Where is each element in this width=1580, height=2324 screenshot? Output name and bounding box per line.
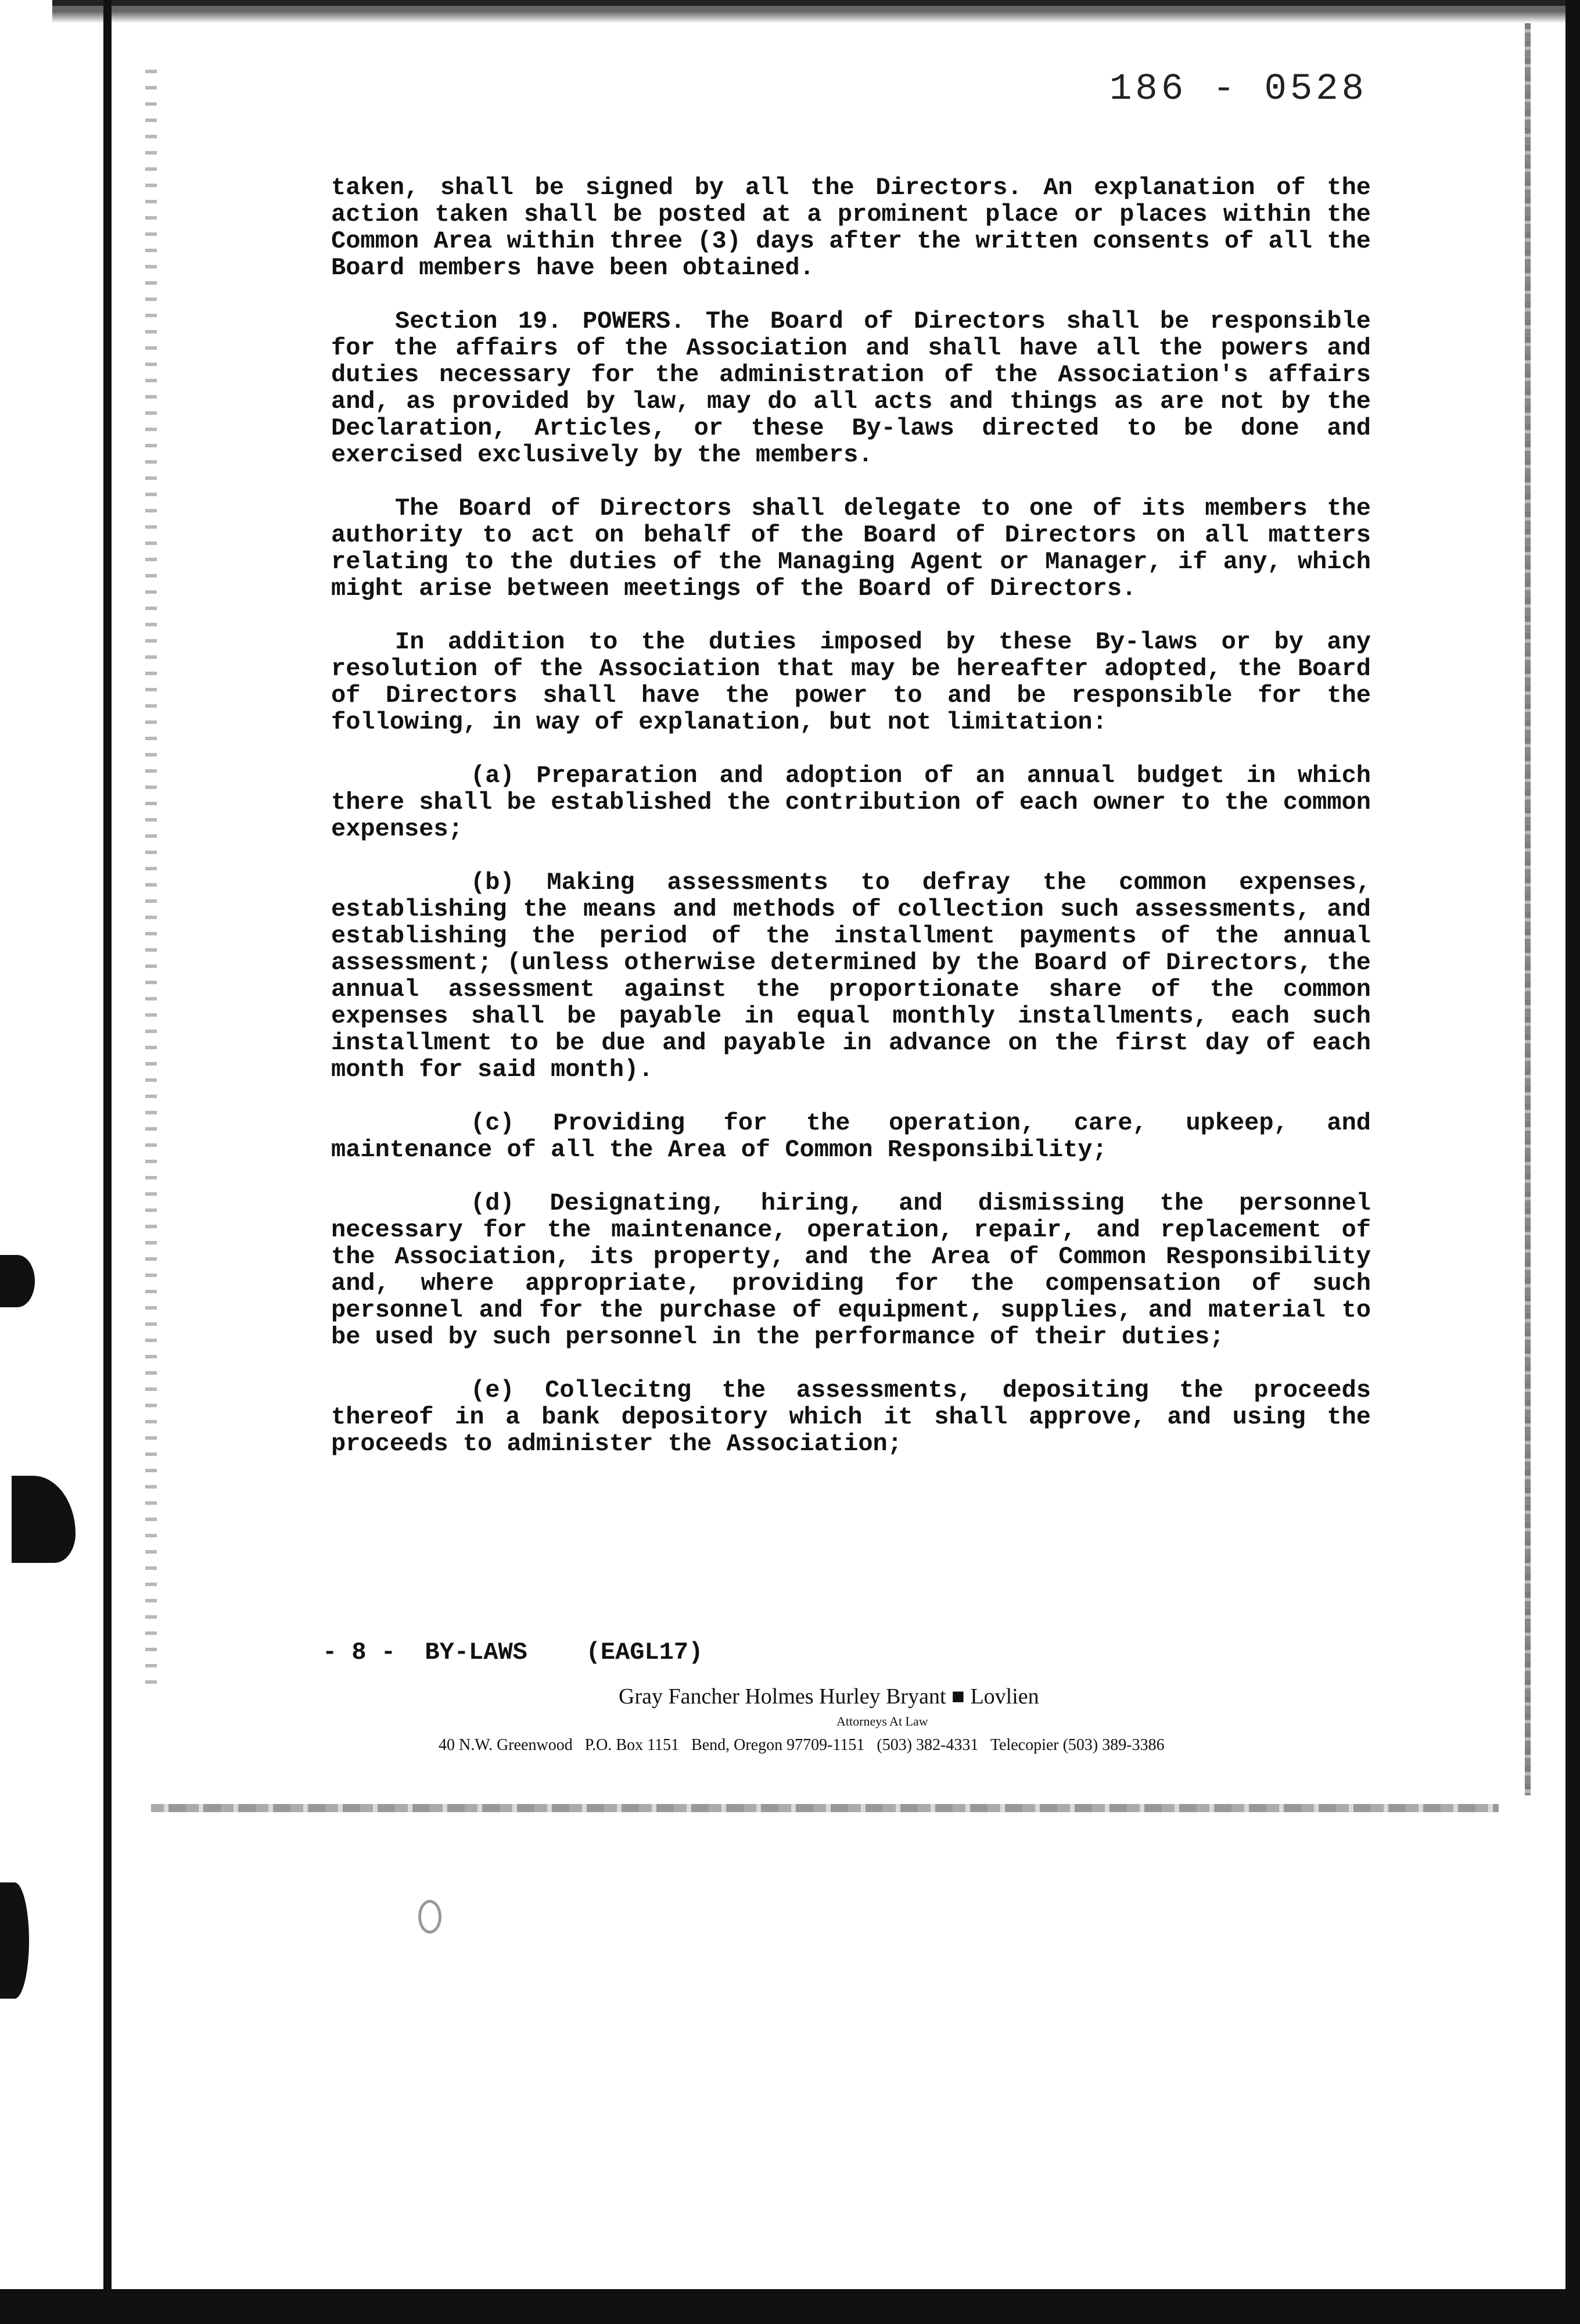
scan-bottom-edge xyxy=(0,2289,1580,2324)
footer-page-label: - 8 - BY-LAWS (EAGL17) xyxy=(322,1638,703,1666)
paragraph-delegate: The Board of Directors shall delegate to one of its members the authority to act on behalf of the Board of Directors on all matters relating to the duties of the Managing Agent or Manager, if any, which might arise between meetings of the Board of Directors. xyxy=(331,494,1371,602)
scan-top-edge xyxy=(0,0,1580,23)
law-firm-name: Gray Fancher Holmes Hurley Bryant ■ Lovlien xyxy=(619,1684,1039,1709)
clause-c: (c) Providing for the operation, care, upkeep, and maintenance of all the Area of Common Responsibility; xyxy=(331,1109,1371,1164)
clause-b: (b) Making assessments to defray the common expenses, establishing the means and methods of collection such assessments, and establishing the period of the installment payments of the annual assessment; (unless otherwise determined by the Board of Directors, the annual assessment against the proportionate share of the common expenses shall be payable in equal monthly installments, each such installment to be due and payable in advance on the first day of each month for said month). xyxy=(331,869,1371,1084)
paragraph-duties-intro: In addition to the duties imposed by these By-laws or by any resolution of the Association that may be hereafter adopted, the Board of Directors shall have the power to and be responsible for the following, in way of explanation, but not limitation: xyxy=(331,628,1371,736)
document-body xyxy=(331,174,1371,1484)
law-firm-address: 40 N.W. Greenwood P.O. Box 1151 Bend, Oregon 97709-1151 (503) 382-4331 Telecopier (503) 389-3386 xyxy=(439,1736,1165,1754)
scan-blot xyxy=(0,1882,29,1999)
paragraph-continuation: taken, shall be signed by all the Directors. An explanation of the action taken shall be posted at a prominent place or places within the Common Area within three (3) days after the written consents of all the Board members have been obtained. xyxy=(331,174,1371,282)
law-firm-subtitle: Attorneys At Law xyxy=(836,1714,928,1728)
page-break-rule xyxy=(151,1804,1499,1812)
clause-e: (e) Collecitng the assessments, depositing the proceeds thereof in a bank depository which it shall approve, and using the proceeds to administer the Association; xyxy=(331,1376,1371,1458)
clause-d: (d) Designating, hiring, and dismissing the personnel necessary for the maintenance, operation, repair, and replacement of the Association, its property, and the Area of Common Responsibility and, where appropriate, providing for the compensation of such personnel and for the purchase of equipment, supplies, and material to be used by such personnel in the performance of their duties; xyxy=(331,1189,1371,1351)
recording-page-number: 186 - 0528 xyxy=(1109,69,1368,110)
scan-left-border xyxy=(103,0,112,2324)
scan-right-border xyxy=(1525,23,1531,1795)
scan-speckle xyxy=(145,70,157,1697)
scan-blot xyxy=(12,1476,76,1563)
scan-right-edge xyxy=(1565,0,1580,2324)
scan-blot xyxy=(0,1255,35,1307)
paragraph-section-19: Section 19. POWERS. The Board of Directors shall be responsible for the affairs of the Association and shall have all the powers and duties necessary for the administration of the Association's affairs and, as provided by law, may do all acts and things as are not by the Declaration, Articles, or these By-laws directed to be done and exercised exclusively by the members. xyxy=(331,307,1371,469)
clause-a: (a) Preparation and adoption of an annual budget in which there shall be established the contribution of each owner to the common expenses; xyxy=(331,762,1371,843)
margin-mark xyxy=(418,1900,441,1934)
